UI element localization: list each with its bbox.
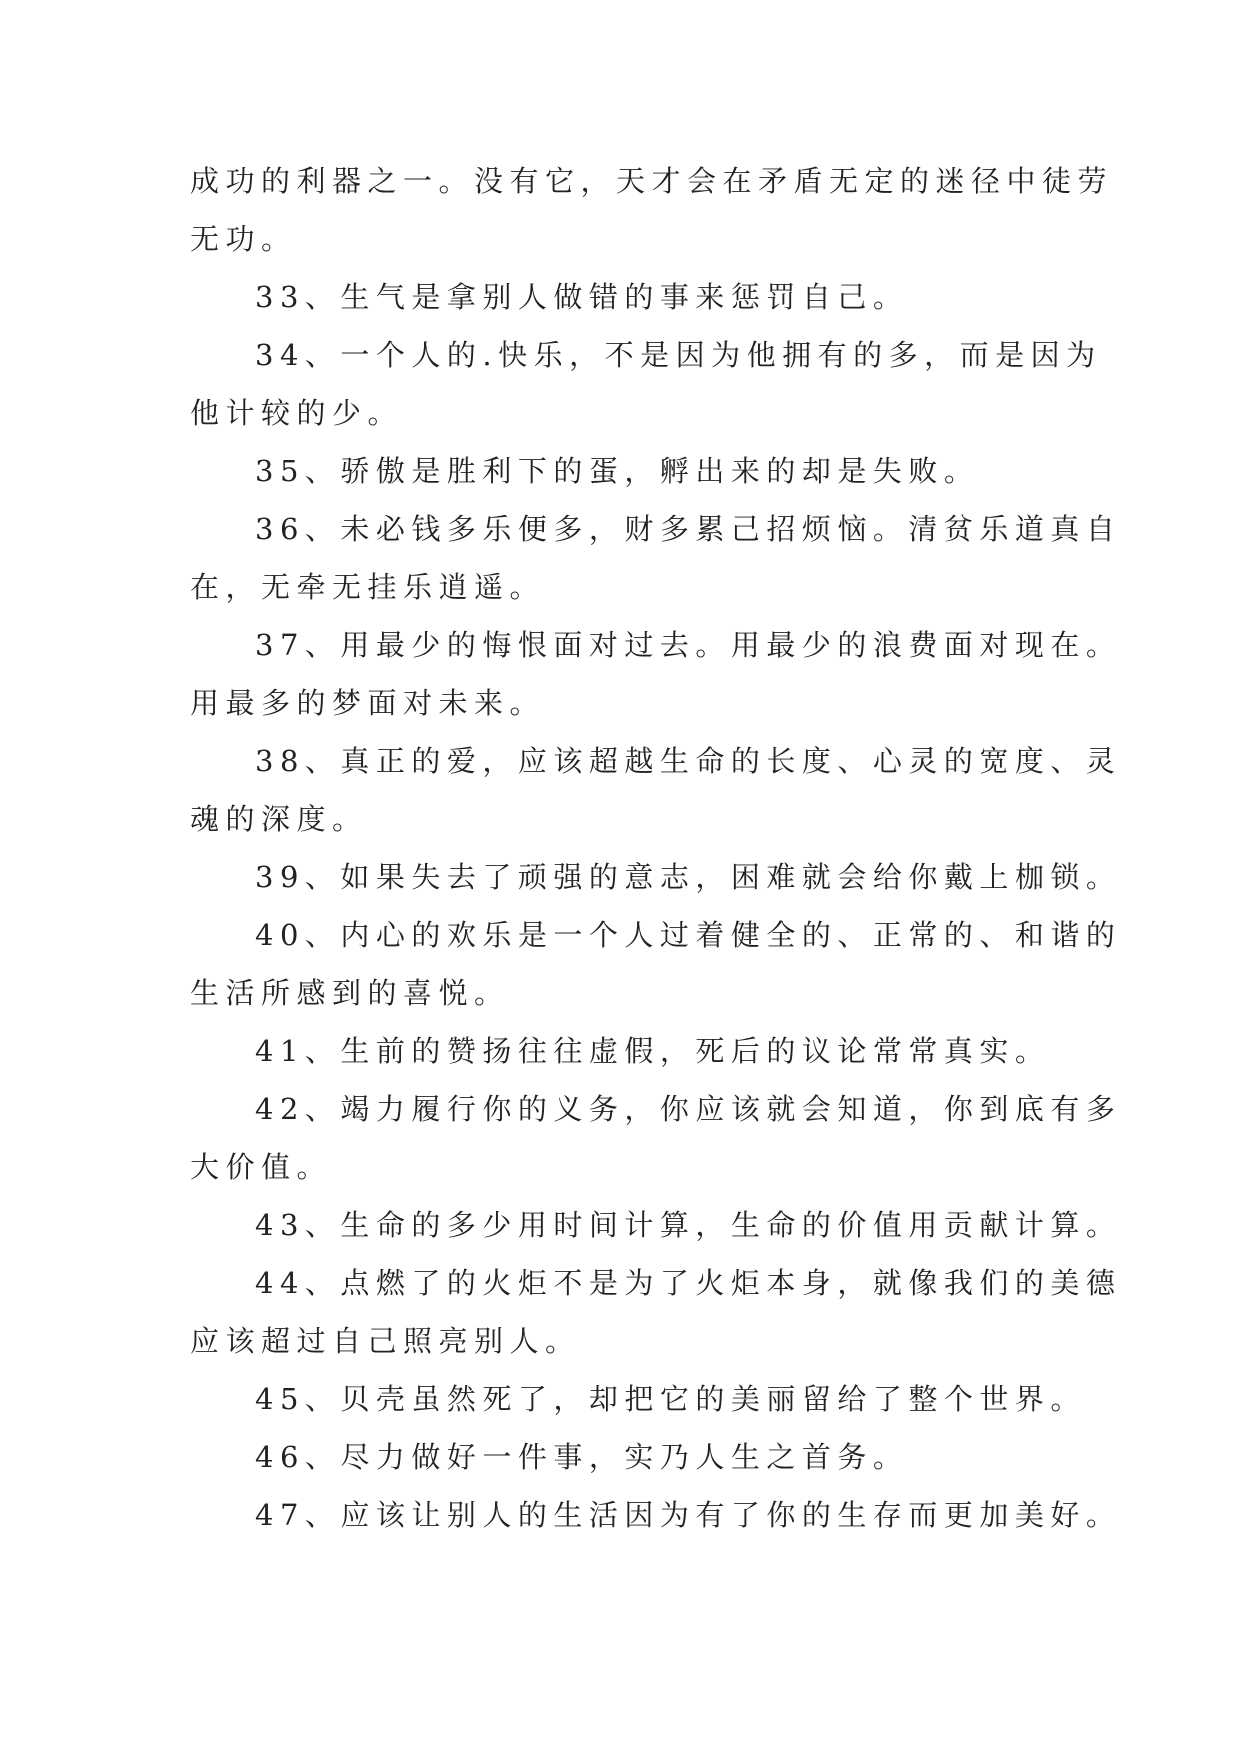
quote-35: 35、骄傲是胜利下的蛋，孵出来的却是失败。	[255, 454, 980, 488]
text-line: 生活所感到的喜悦。	[190, 976, 510, 1010]
quote-40: 40、内心的欢乐是一个人过着健全的、正常的、和谐的	[255, 918, 1122, 952]
quote-42: 42、竭力履行你的义务，你应该就会知道，你到底有多	[255, 1092, 1122, 1126]
quote-41: 41、生前的赞扬往往虚假，死后的议论常常真实。	[255, 1034, 1051, 1068]
quote-43: 43、生命的多少用时间计算，生命的价值用贡献计算。	[255, 1208, 1122, 1242]
body-text	[190, 152, 1122, 1544]
quote-47: 47、应该让别人的生活因为有了你的生存而更加美好。	[255, 1498, 1122, 1532]
text-line: 应该超过自己照亮别人。	[190, 1324, 581, 1358]
quote-39: 39、如果失去了顽强的意志，困难就会给你戴上枷锁。	[255, 860, 1122, 894]
quote-44: 44、点燃了的火炬不是为了火炬本身，就像我们的美德	[255, 1266, 1122, 1300]
quote-37: 37、用最少的悔恨面对过去。用最少的浪费面对现在。	[255, 628, 1122, 662]
quote-34: 34、一个人的.快乐，不是因为他拥有的多，而是因为	[255, 338, 1102, 372]
quote-36: 36、未必钱多乐便多，财多累己招烦恼。清贫乐道真自	[255, 512, 1122, 546]
quote-33: 33、生气是拿别人做错的事来惩罚自己。	[255, 280, 909, 314]
text-line: 在，无牵无挂乐逍遥。	[190, 570, 546, 604]
text-line: 他计较的少。	[190, 396, 404, 430]
text-line: 用最多的梦面对未来。	[190, 686, 546, 720]
text-line: 成功的利器之一。没有它，天才会在矛盾无定的迷径中徒劳	[190, 164, 1114, 198]
text-line: 大价值。	[190, 1150, 333, 1184]
text-line: 魂的深度。	[190, 802, 368, 836]
quote-45: 45、贝壳虽然死了，却把它的美丽留给了整个世界。	[255, 1382, 1086, 1416]
quote-38: 38、真正的爱，应该超越生命的长度、心灵的宽度、灵	[255, 744, 1122, 778]
quote-46: 46、尽力做好一件事，实乃人生之首务。	[255, 1440, 909, 1474]
text-line: 无功。	[190, 222, 297, 256]
